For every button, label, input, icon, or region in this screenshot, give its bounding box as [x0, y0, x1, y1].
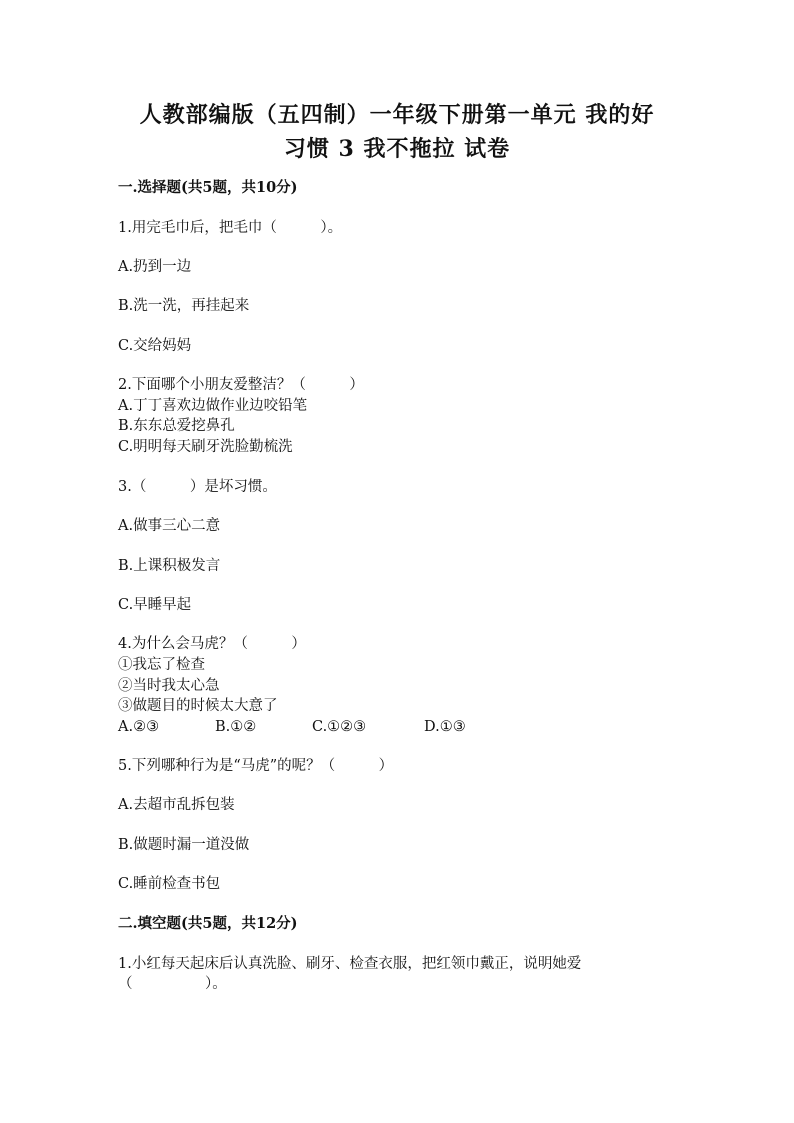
- question-4-statement-1: ①我忘了检查: [118, 657, 205, 673]
- question-4-statement-2: ②当时我太心急: [118, 678, 220, 694]
- question-4-option-a: A.②③: [118, 719, 160, 735]
- question-4-stem: 4.为什么会马虎？（ ）: [118, 636, 306, 652]
- fill-1-line1: 1.小红每天起床后认真洗脸、刷牙、检查衣服，把红领巾戴正，说明她爱: [118, 956, 582, 972]
- question-4-options-row: [118, 717, 678, 737]
- question-5-option-a: A.去超市乱拆包装: [118, 797, 235, 813]
- question-1-option-b: B.洗一洗，再挂起来: [118, 298, 250, 314]
- question-1-option-a: A.扔到一边: [118, 259, 192, 275]
- question-1-stem: 1.用完毛巾后，把毛巾（ ）。: [118, 220, 343, 236]
- question-3-option-a: A.做事三心二意: [118, 518, 221, 534]
- question-5-stem: 5.下列哪种行为是“马虎”的呢？（ ）: [118, 758, 394, 774]
- question-4-option-b: B.①②: [215, 719, 257, 735]
- question-4-option-d: D.①③: [424, 719, 466, 735]
- question-3-option-c: C.早睡早起: [118, 597, 192, 613]
- section-heading-choice: 一.选择题(共5题，共10分): [118, 179, 298, 196]
- question-4-option-c: C.①②③: [312, 719, 367, 735]
- question-2-option-b: B.东东总爱挖鼻孔: [118, 418, 235, 434]
- question-2-option-c: C.明明每天刷牙洗脸勤梳洗: [118, 439, 293, 455]
- question-2-option-a: A.丁丁喜欢边做作业边咬铅笔: [118, 398, 308, 414]
- fill-1-line2: （ ）。: [118, 976, 227, 992]
- question-4-statement-3: ③做题目的时候太大意了: [118, 698, 278, 714]
- question-5-option-c: C.睡前检查书包: [118, 876, 221, 892]
- question-1-option-c: C.交给妈妈: [118, 338, 192, 354]
- section-heading-fill: 二.填空题(共5题，共12分): [118, 915, 298, 932]
- question-2-stem: 2.下面哪个小朋友爱整洁？（ ）: [118, 377, 364, 393]
- page-title-line1: 人教部编版（五四制）一年级下册第一单元 我的好: [139, 102, 655, 128]
- question-3-option-b: B.上课积极发言: [118, 558, 221, 574]
- question-5-option-b: B.做题时漏一道没做: [118, 837, 250, 853]
- question-3-stem: 3.（ ）是坏习惯。: [118, 479, 277, 495]
- page-title-line2: 习惯 3 我不拖拉 试卷: [283, 136, 511, 162]
